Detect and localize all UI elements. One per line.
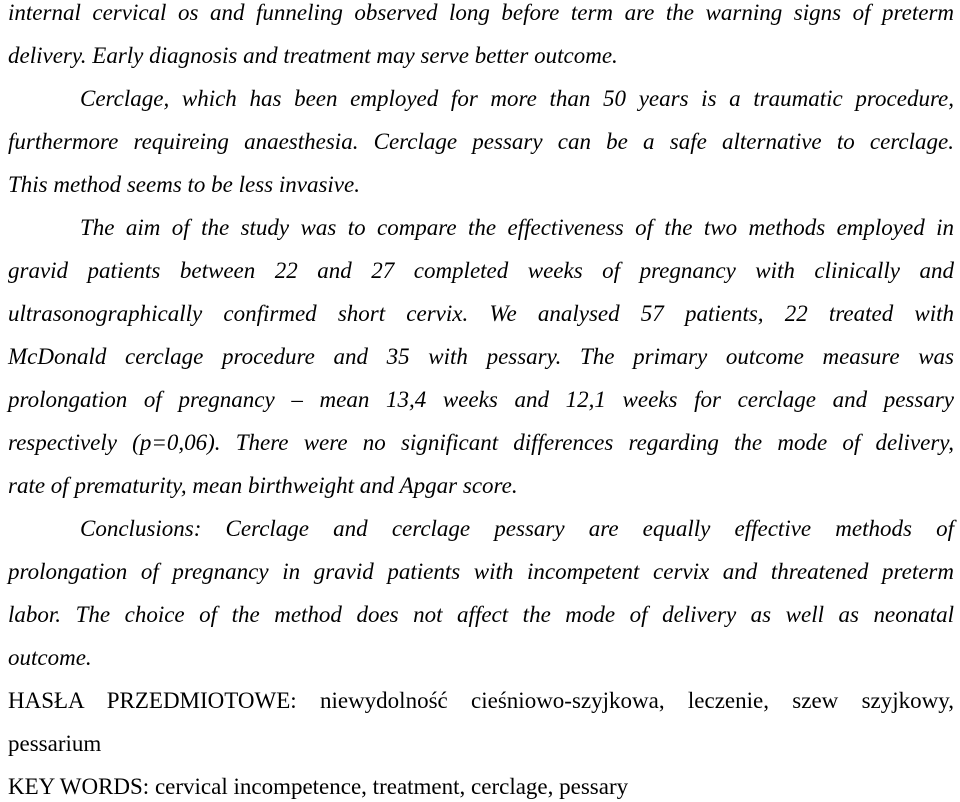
- text-line: delivery. Early diagnosis and treatment may serve better outcome.: [8, 43, 618, 68]
- keywords-polish: HASŁA PRZEDMIOTOWE: niewydolność cieśniowo-szyjkowa, leczenie, szew szyjkowy,: [8, 688, 954, 713]
- text-line: prolongation of pregnancy in gravid patients with incompetent cervix and threatened preterm: [8, 559, 954, 584]
- keywords-english: KEY WORDS: cervical incompetence, treatment, cerclage, pessary: [8, 774, 629, 799]
- text-line: rate of prematurity, mean birthweight and Apgar score.: [8, 473, 518, 498]
- text-line: McDonald cerclage procedure and 35 with pessary. The primary outcome measure was: [8, 344, 954, 369]
- text-line: outcome.: [8, 645, 92, 670]
- text-line: labor. The choice of the method does not affect the mode of delivery as well as neonatal: [8, 602, 954, 627]
- text-line: prolongation of pregnancy – mean 13,4 weeks and 12,1 weeks for cerclage and pessary: [8, 387, 954, 412]
- text-line: Cerclage, which has been employed for more than 50 years is a traumatic procedure,: [80, 86, 954, 111]
- text-line: furthermore requireing anaesthesia. Cerclage pessary can be a safe alternative to cerclage.: [8, 129, 954, 154]
- text-line: This method seems to be less invasive.: [8, 172, 360, 197]
- text-line: Conclusions: Cerclage and cerclage pessary are equally effective methods of: [80, 516, 954, 541]
- keywords-polish-continued: pessarium: [8, 731, 102, 756]
- text-line: gravid patients between 22 and 27 completed weeks of pregnancy with clinically and: [8, 258, 954, 283]
- text-line: respectively (p=0,06). There were no significant differences regarding the mode of delivery,: [8, 430, 954, 455]
- text-line: The aim of the study was to compare the effectiveness of the two methods employed in: [80, 215, 954, 240]
- text-line: internal cervical os and funneling observed long before term are the warning signs of preterm: [8, 0, 954, 25]
- text-line: ultrasonographically confirmed short cervix. We analysed 57 patients, 22 treated with: [8, 301, 954, 326]
